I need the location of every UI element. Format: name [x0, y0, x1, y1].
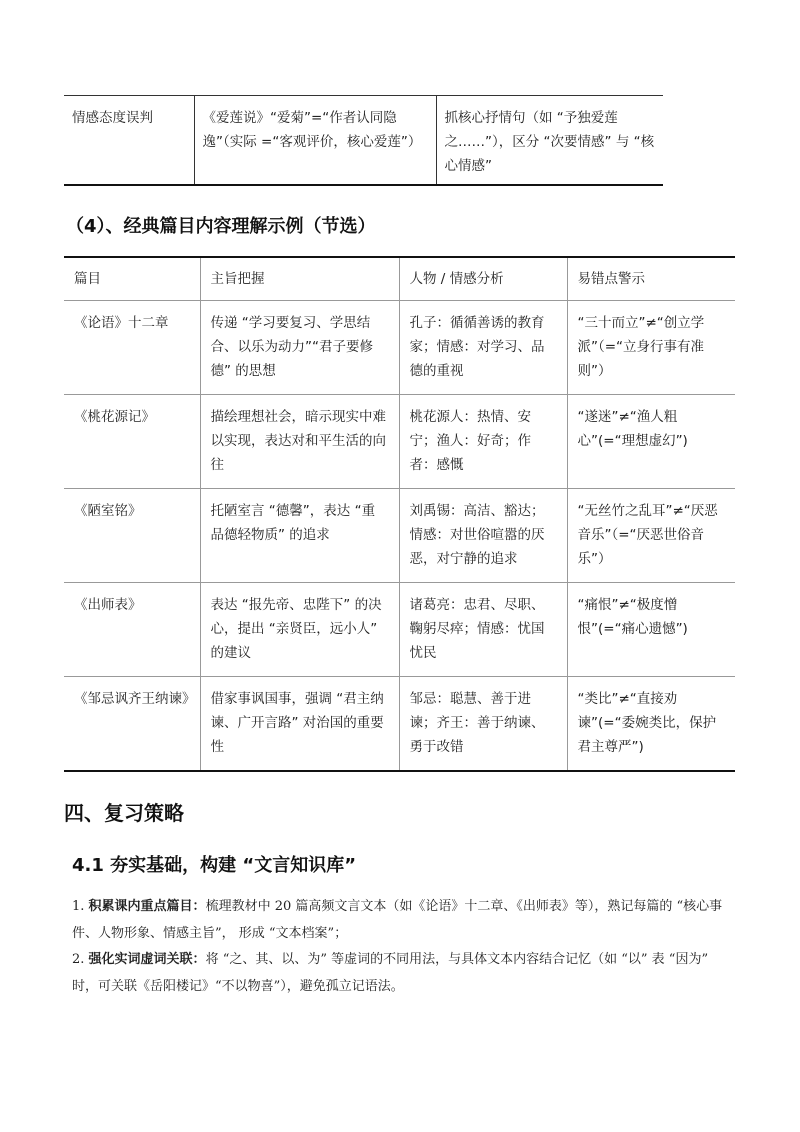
cell-analysis: 孔子：循循善诱的教育家；情感：对学习、品德的重视: [399, 301, 567, 395]
cell-title: 《桃花源记》: [64, 395, 200, 489]
cell-theme: 描绘理想社会，暗示现实中难以实现，表达对和平生活的向往: [200, 395, 399, 489]
cell-warning: “痛恨”≠“极度憎恨”(=“痛心遗憾”): [567, 583, 735, 677]
table-row: [64, 583, 735, 677]
paragraph-number: 1.: [72, 899, 89, 914]
paragraph-text: 将 “之、其、以、为” 等虚词的不同用法，与具体文本内容结合记忆（如 “以” 表 “因为” 时，可关联《岳阳楼记》“不以物喜”），避免孤立记语法。: [72, 952, 709, 994]
cell-title: 《陋室铭》: [64, 489, 200, 583]
table-cell: 情感态度误判: [72, 110, 153, 126]
cell-analysis: 邹忌：聪慧、善于进谏；齐王：善于纳谏、勇于改错: [399, 677, 567, 772]
table-row: [64, 395, 735, 489]
cell-title: 《论语》十二章: [64, 301, 200, 395]
cell-warning: “类比”≠“直接劝谏”(=“委婉类比，保护君主尊严”): [567, 677, 735, 772]
classic-texts-table: [64, 256, 735, 772]
cell-warning: “三十而立”≠“创立学派”（=“立身行事有准则”）: [567, 301, 735, 395]
cell-analysis: 刘禹锡：高洁、豁达；情感：对世俗喧嚣的厌恶，对宁静的追求: [399, 489, 567, 583]
subsection-heading: 4.1 夯实基础，构建 “文言知识库”: [72, 855, 357, 876]
table-row: [64, 677, 735, 772]
cell-analysis: 桃花源人：热情、安宁；渔人：好奇；作者：感慨: [399, 395, 567, 489]
cell-theme: 传递 “学习要复习、学思结合、以乐为动力”“君子要修德” 的思想: [200, 301, 399, 395]
table-cell: 抓核心抒情句（如 “予独爱莲之……”），区分 “次要情感” 与 “核心情感”: [436, 96, 663, 186]
paragraph-label: 积累课内重点篇目：: [88, 899, 206, 914]
table-header-row: [64, 257, 735, 301]
strategy-paragraph: [72, 893, 732, 947]
cell-warning: “无丝竹之乱耳”≠“厌恶音乐”（=“厌恶世俗音乐”）: [567, 489, 735, 583]
table-cell: 《爱莲说》“爱菊”=“作者认同隐逸”（实际 =“客观评价，核心爱莲”）: [194, 96, 436, 186]
paragraph-text: 梳理教材中 20 篇高频文言文本（如《论语》十二章、《出师表》等），熟记每篇的 “核心事件、人物形象、情感主旨”， 形成 “文本档案”；: [72, 899, 723, 941]
table-row: [64, 96, 663, 186]
column-header: 篇目: [74, 271, 101, 287]
cell-title: 《出师表》: [64, 583, 200, 677]
paragraph-label: 强化实词虚词关联：: [88, 952, 206, 967]
cell-theme: 托陋室言 “德馨”，表达 “重品德轻物质” 的追求: [200, 489, 399, 583]
cell-theme: 借家事讽国事，强调 “君主纳谏、广开言路” 对治国的重要性: [200, 677, 399, 772]
strategy-paragraph: [72, 946, 732, 1000]
table-row: [64, 301, 735, 395]
cell-analysis: 诸葛亮：忠君、尽职、鞠躬尽瘁；情感：忧国忧民: [399, 583, 567, 677]
column-header: 易错点警示: [567, 257, 735, 301]
table-row: [64, 489, 735, 583]
cell-title: 《邹忌讽齐王纳谏》: [64, 677, 200, 772]
error-type-table: [64, 95, 663, 186]
column-header: 人物 / 情感分析: [399, 257, 567, 301]
chapter-heading: 四、复习策略: [64, 801, 184, 825]
section-heading: （4）、经典篇目内容理解示例（节选）: [66, 216, 376, 237]
cell-warning: “遂迷”≠“渔人粗心”(=“理想虚幻”): [567, 395, 735, 489]
column-header: 主旨把握: [200, 257, 399, 301]
cell-theme: 表达 “报先帝、忠陛下” 的决心，提出 “亲贤臣，远小人” 的建议: [200, 583, 399, 677]
paragraph-number: 2.: [72, 952, 89, 967]
